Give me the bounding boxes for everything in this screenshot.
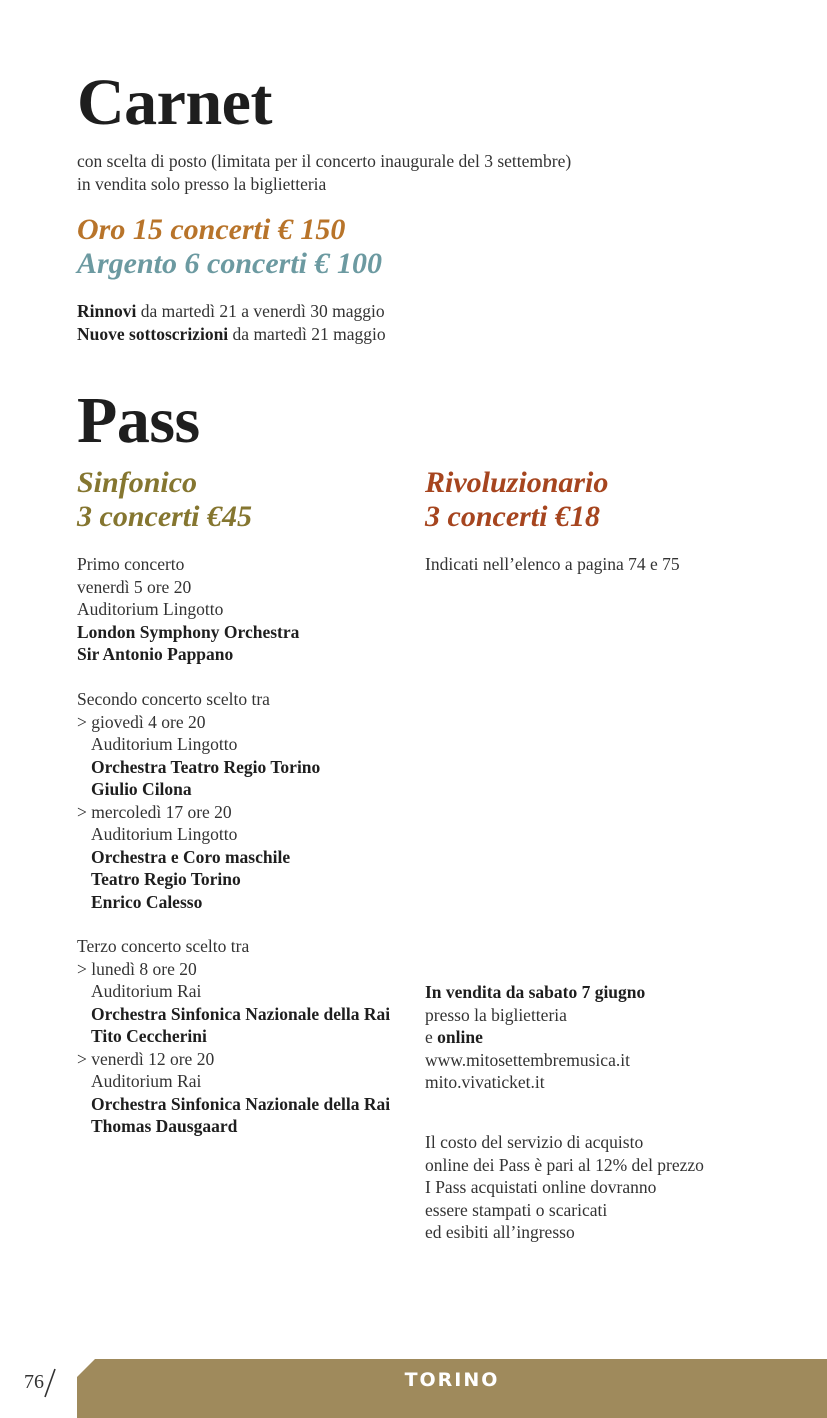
- primo-heading: Primo concerto: [77, 554, 185, 574]
- rivoluzionario-heading: [425, 466, 608, 534]
- pass-title: Pass: [77, 384, 200, 457]
- carnet-title: Carnet: [77, 66, 272, 139]
- terzo-opt2-orchestra: Orchestra Sinfonica Nazionale della Rai: [91, 1093, 391, 1114]
- primo-venue: Auditorium Lingotto: [77, 599, 224, 619]
- terzo-opt1-venue: Auditorium Rai: [91, 981, 202, 1001]
- secondo-opt2-conductor: Enrico Calesso: [91, 891, 203, 912]
- terzo-heading: Terzo concerto scelto tra: [77, 936, 250, 956]
- sinfonico-name: Sinfonico: [77, 466, 198, 499]
- primo-date: venerdì 5 ore 20: [77, 576, 192, 597]
- cost-note-line: ed esibiti all’ingresso: [425, 1222, 575, 1242]
- rivoluzionario-note-text: Indicati nell’elenco a pagina 74 e 75: [425, 554, 680, 574]
- carnet-dates: [77, 300, 386, 345]
- cost-note: [425, 1131, 704, 1244]
- carnet-intro: [77, 150, 571, 195]
- cost-note-line: I Pass acquistati online dovranno: [425, 1177, 657, 1197]
- cost-note-line: online dei Pass è pari al 12% del prezzo: [425, 1154, 704, 1175]
- carnet-intro-line: con scelta di posto (limitata per il concerto inaugurale del 3 settembre): [77, 151, 572, 171]
- page-number: 76: [24, 1371, 44, 1393]
- secondo-opt2-date: > mercoledì 17 ore 20: [77, 801, 232, 822]
- sinfonico-primo: [77, 553, 299, 666]
- sale-line-online: [425, 1026, 645, 1049]
- sinfonico-terzo: [77, 935, 390, 1138]
- secondo-opt1-venue: Auditorium Lingotto: [91, 734, 238, 754]
- page-slash-icon: [40, 1367, 60, 1399]
- secondo-opt2-orchestra: Orchestra e Coro maschile: [91, 846, 291, 867]
- sale-url-link[interactable]: www.mitosettembremusica.it: [425, 1049, 630, 1070]
- secondo-opt2-venue: Auditorium Lingotto: [91, 824, 238, 844]
- sinfonico-price: 3 concerti €45: [77, 500, 252, 533]
- primo-orchestra: London Symphony Orchestra: [77, 621, 300, 642]
- terzo-opt1-date: > lunedì 8 ore 20: [77, 958, 197, 979]
- sale-headline: In vendita da sabato 7 giugno: [425, 982, 646, 1002]
- nuove-text: da martedì 21 maggio: [228, 323, 386, 344]
- rinnovi-label: Rinnovi: [77, 301, 137, 321]
- terzo-opt2-venue: Auditorium Rai: [91, 1071, 202, 1091]
- sinfonico-heading: [77, 466, 252, 534]
- footer-section-label: TORINO: [404, 1369, 500, 1391]
- sale-info: [425, 981, 645, 1094]
- carnet-intro-line: in vendita solo presso la biglietteria: [77, 173, 327, 194]
- terzo-opt2-date: > venerdì 12 ore 20: [77, 1048, 215, 1069]
- carnet-argento-price: Argento 6 concerti € 100: [77, 247, 382, 280]
- sale-online: online: [437, 1027, 483, 1047]
- sale-line: presso la biglietteria: [425, 1004, 567, 1025]
- sinfonico-secondo: [77, 688, 320, 913]
- rinnovi-line: [77, 300, 386, 323]
- secondo-opt1-date: > giovedì 4 ore 20: [77, 711, 206, 732]
- nuove-label: Nuove sottoscrizioni: [77, 323, 229, 344]
- terzo-opt1-orchestra: Orchestra Sinfonica Nazionale della Rai: [91, 1003, 391, 1024]
- rinnovi-text: da martedì 21 a venerdì 30 maggio: [136, 301, 385, 321]
- rivoluzionario-price: 3 concerti €18: [425, 500, 600, 533]
- cost-note-line: essere stampati o scaricati: [425, 1199, 608, 1220]
- secondo-heading: Secondo concerto scelto tra: [77, 689, 270, 709]
- secondo-opt1-orchestra: Orchestra Teatro Regio Torino: [91, 756, 321, 777]
- carnet-prices: [77, 213, 382, 281]
- sale-url-link[interactable]: mito.vivaticket.it: [425, 1072, 545, 1092]
- carnet-oro-price: Oro 15 concerti € 150: [77, 213, 346, 246]
- rivoluzionario-name: Rivoluzionario: [425, 466, 609, 499]
- terzo-opt2-conductor: Thomas Dausgaard: [91, 1116, 238, 1136]
- sale-prefix: e: [425, 1027, 438, 1047]
- primo-conductor: Sir Antonio Pappano: [77, 644, 234, 664]
- cost-note-line: Il costo del servizio di acquisto: [425, 1132, 644, 1152]
- secondo-opt2-orchestra: Teatro Regio Torino: [91, 869, 241, 889]
- rivoluzionario-note: [425, 553, 680, 576]
- terzo-opt1-conductor: Tito Ceccherini: [91, 1026, 207, 1046]
- nuove-line: [77, 323, 386, 346]
- secondo-opt1-conductor: Giulio Cilona: [91, 779, 192, 799]
